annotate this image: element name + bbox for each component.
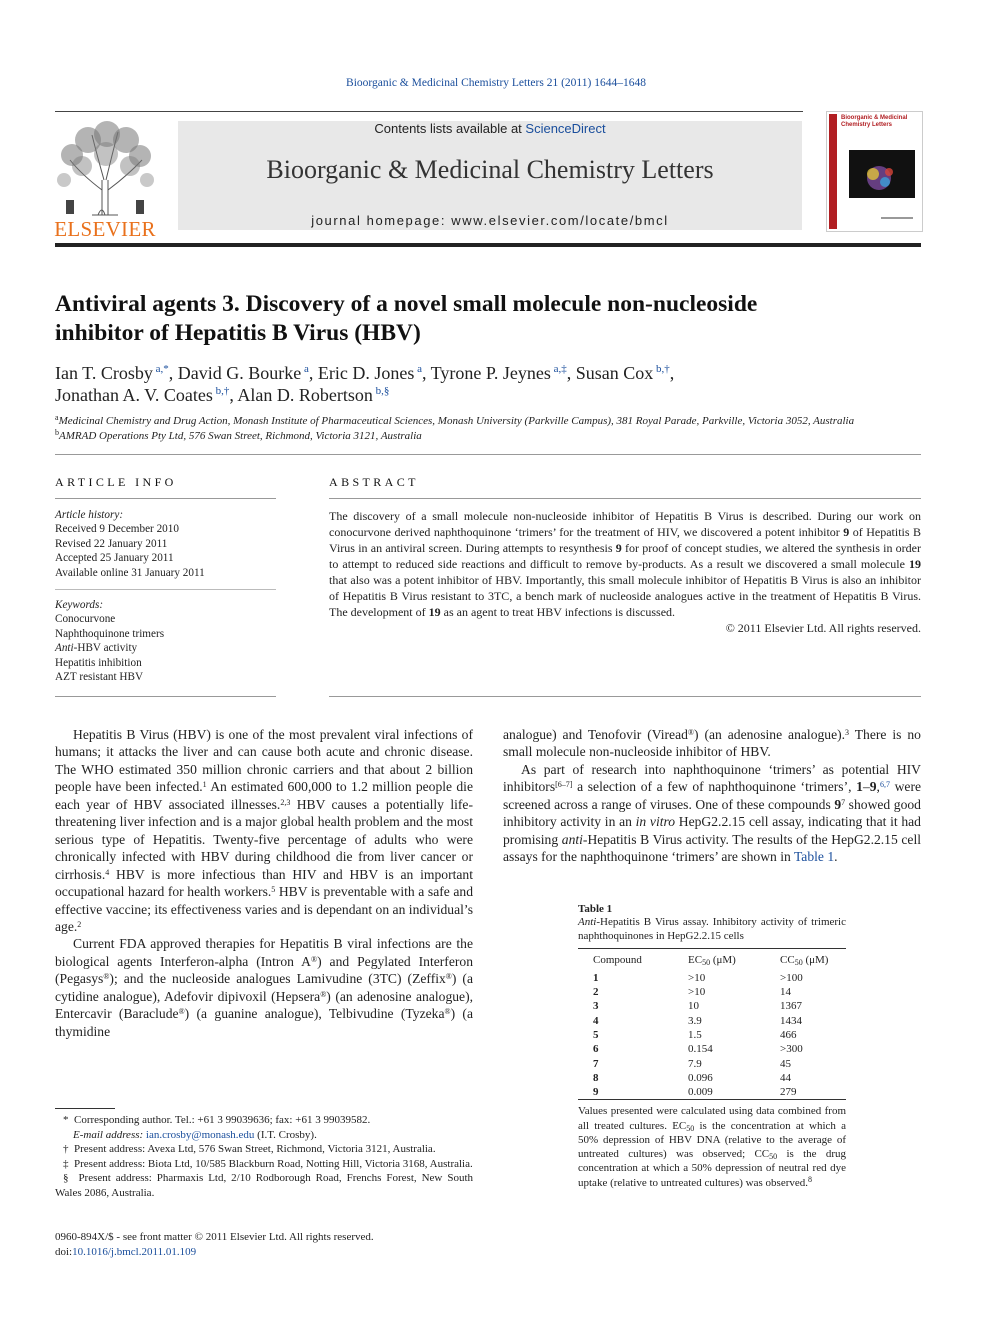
- table-row: [578, 1013, 846, 1027]
- cell-compound: 3: [593, 1000, 599, 1013]
- journal-cover[interactable]: [826, 111, 923, 232]
- keywords: [55, 598, 276, 684]
- table-row: [578, 1085, 846, 1099]
- author-line-2: [55, 384, 921, 406]
- affiliation-mark: a: [55, 413, 59, 422]
- cover-spine: [829, 114, 837, 229]
- title-line-2: inhibitor of Hepatitis B Virus (HBV): [55, 320, 421, 346]
- footnote-text: Present address: Biota Ltd, 10/585 Blackburn Road, Notting Hill, Victoria 3168, Australia.: [74, 1157, 473, 1170]
- title-line-1: Antiviral agents 3. Discovery of a novel small molecule non-nucleoside: [55, 291, 758, 317]
- cell-ec50: >10: [688, 971, 706, 984]
- author-affiliation-mark[interactable]: b,†: [653, 363, 670, 375]
- author-affiliation-mark[interactable]: a,‡: [550, 363, 567, 375]
- cell-compound: 8: [593, 1071, 599, 1084]
- author-name: Alan D. Robertson: [237, 385, 373, 405]
- author-separator: ,: [308, 363, 318, 383]
- author-line-1: [55, 362, 921, 384]
- contents-line: [178, 121, 802, 136]
- body-paragraph-1: Hepatitis B Virus (HBV) is one of the most prevalent viral infections of humans; it attacks the liver and can cause both acute and chronic disease. The WHO estimated 350 million chronic carriers and that about 2 billion people have been infected.$^1$ An estimated 600,000 to 1.2 million people die each year of HBV associated illnesses.$^{2,3}$ HBV causes a potentially life-threatening liver infection and is a major global health problem and the most serious type of Hepatitis. Twenty-five percentage of adults who were chronically infected with HBV during childhood die from liver cancer or cirrhosis.$^4$ HBV is more infectious than HIV and HBV is an important occupational hazard for health workers.$^5$ HBV is preventable with a safe and effective vaccine; its effectiveness varies and is dependant on an individual’s age.$^2$: [55, 727, 473, 934]
- history-revised: Revised 22 January 2011: [55, 537, 168, 550]
- table-grid: [578, 949, 846, 1100]
- body-paragraph-3: As part of research into naphthoquinone ‘trimers’ as potential HIV inhibitors[6–7] a selection of a few of naphthoquinone ‘trimers’, 1–9,$^{6,7}$ were screened across a range of viruses. One of these compounds $9^7$ showed good inhibitory activity in an in vitro HepG2.2.15 cell assay, indicating that it had promising anti-Hepatitis B Virus activity. The results of the HepG2.2.15 cell assays for the naphthoquinone ‘trimers’ are shown in Table 1.: [503, 761, 922, 865]
- cell-cc50: 466: [780, 1028, 797, 1041]
- footnote-corresponding: * Corresponding author. Tel.: +61 3 99039636; fax: +61 3 99039582.: [63, 1114, 371, 1126]
- cell-ec50: 0.009: [688, 1086, 713, 1099]
- cell-compound: 9: [593, 1086, 599, 1099]
- table-row: [578, 999, 846, 1013]
- table-row: [578, 985, 846, 999]
- footnote-email: [55, 1128, 473, 1143]
- cell-ec50: 1.5: [688, 1028, 702, 1041]
- elsevier-tree-icon: [52, 120, 158, 216]
- doi-prefix: doi:: [55, 1245, 73, 1258]
- affiliation-mark: b: [55, 428, 59, 437]
- table-header-row: [578, 949, 846, 971]
- cell-cc50: >100: [780, 971, 803, 984]
- author-affiliation-mark[interactable]: a: [301, 363, 309, 375]
- publisher-wordmark: ELSEVIER: [54, 217, 156, 241]
- col-header-ec50: $EC_{50}$ (μM): [688, 953, 736, 967]
- body-left-column: [55, 726, 473, 1040]
- footnote-ddagger: ‡ Present address: Biota Ltd, 10/585 Blackburn Road, Notting Hill, Victoria 3168, Australia.: [63, 1157, 473, 1170]
- author-separator: ,: [669, 363, 675, 383]
- affiliation-a: [55, 415, 921, 427]
- footnote-section: § Present address: Pharmaxis Ltd, 2/10 Rodborough Road, Frenchs Forest, New South Wales 2086, Australia.: [55, 1172, 474, 1199]
- article-info-heading: ARTICLE INFO: [55, 475, 177, 489]
- journal-reference[interactable]: Bioorganic & Medicinal Chemistry Letters 21 (2011) 1644–1648: [346, 77, 646, 89]
- author-name: Eric D. Jones: [317, 363, 415, 383]
- cover-footer: [841, 214, 919, 222]
- cell-cc50: 279: [780, 1086, 797, 1099]
- keyword: Conocurvone: [55, 613, 116, 626]
- author-name: Jonathan A. V. Coates: [55, 385, 213, 405]
- divider: [55, 589, 276, 590]
- cell-cc50: >300: [780, 1043, 803, 1056]
- footnote-text: Present address: Avexa Ltd, 576 Swan Street, Richmond, Victoria 3121, Australia.: [74, 1143, 436, 1156]
- keywords-label: Keywords:: [55, 599, 104, 611]
- cell-ec50: 3.9: [688, 1014, 702, 1027]
- affiliation-b: [55, 430, 921, 442]
- cell-compound: 6: [593, 1043, 599, 1056]
- author-affiliation-mark[interactable]: b,§: [372, 385, 390, 397]
- cell-ec50: 10: [688, 1000, 699, 1013]
- abstract: [329, 508, 921, 636]
- doi-line: [55, 1245, 473, 1260]
- journal-title: Bioorganic & Medicinal Chemistry Letters: [266, 155, 714, 184]
- sciencedirect-link[interactable]: ScienceDirect: [525, 121, 606, 136]
- body-right-column: [503, 726, 921, 866]
- issn-doi: [55, 1230, 473, 1259]
- author-separator: ,: [421, 363, 431, 383]
- affiliation-text: Medicinal Chemistry and Drug Action, Monash Institute of Pharmaceutical Sciences, Monash University (Parkville Campus), 381 Royal Parade, Parkville, Victoria 3052, Australia: [58, 415, 855, 427]
- author-separator: ,: [229, 385, 238, 405]
- history-received: Received 9 December 2010: [55, 523, 179, 536]
- footnote-text: Corresponding author. Tel.: +61 3 99039636; fax: +61 3 99039582.: [74, 1114, 371, 1126]
- keyword: Naphthoquinone trimers: [55, 627, 165, 640]
- cell-ec50: 7.9: [688, 1057, 702, 1070]
- email-suffix: (I.T. Crosby).: [254, 1128, 317, 1141]
- cover-title: Bioorganic & Medicinal Chemistry Letters: [841, 115, 908, 128]
- cover-image: [849, 150, 915, 198]
- author-affiliation-mark[interactable]: a: [414, 363, 422, 375]
- author-list: [55, 362, 921, 406]
- header-rule-bottom: [55, 243, 921, 247]
- article-history: [55, 508, 276, 580]
- author-affiliation-mark[interactable]: b,†: [212, 385, 230, 397]
- abstract-text: The discovery of a small molecule non-nucleoside inhibitor of Hepatitis B Virus is described. During our work on conocurvone derived naphthoquinone ‘trimers’ for the treatment of HIV, we discovered a potent inhibitor 9 of Hepatitis B Virus in an antiviral screen. During attempts to resynthesis 9 for proof of concept studies, we altered the synthesis in order to attempt to reduced side reactions and difficult to remove by-products. As a result we discovered a small molecule 19 that also was a potent inhibitor of HBV. Importantly, this small molecule inhibitor of Hepatitis B Virus is also an inhibitor of Hepatitis B Virus resistant to 3TC, a bench mark of nucleoside analogues active in the treatment of Hepatitis B Virus. The development of 19 as an agent to treat HBV infections is discussed.: [329, 509, 922, 619]
- author-separator: ,: [168, 363, 178, 383]
- contents-prefix: Contents lists available at: [374, 121, 526, 136]
- cell-cc50: 14: [780, 986, 791, 999]
- table-row: [578, 1028, 846, 1042]
- email-label: E-mail address:: [73, 1128, 146, 1141]
- divider: [329, 696, 921, 697]
- table-row: [578, 971, 846, 985]
- footnotes: [55, 1113, 473, 1201]
- cell-cc50: 1367: [780, 1000, 802, 1013]
- cell-cc50: 1434: [780, 1014, 802, 1027]
- table-1: [578, 903, 846, 1190]
- divider: [55, 454, 921, 455]
- author-name: Susan Cox: [575, 363, 654, 383]
- body-paragraph-2: Current FDA approved therapies for Hepatitis B viral infections are the biological agents Interferon-alpha (Intron A®) and Pegylated Interferon (Pegasys®); and the nucleoside analogues Lamivudine (3TC) (Zeffix®) (a cytidine analogue), Adefovir dipivoxil (Hepsera®) (an adenosine analogue), Entercavir (Baraclude®) (a guanine analogue), Telbivudine (Tyzeka®) (a thymidine: [55, 936, 473, 1039]
- history-accepted: Accepted 25 January 2011: [55, 552, 174, 565]
- author-name: Ian T. Crosby: [55, 363, 153, 383]
- author-name: Tyrone P. Jeynes: [430, 363, 551, 383]
- cell-ec50: 0.154: [688, 1043, 713, 1056]
- divider: [55, 498, 276, 499]
- cell-compound: 7: [593, 1057, 599, 1070]
- cell-cc50: 45: [780, 1057, 791, 1070]
- table-row: [578, 1056, 846, 1070]
- col-header-cc50: $CC_{50}$ (μM): [780, 953, 829, 967]
- article-title: [55, 290, 921, 348]
- doi-link[interactable]: 10.1016/j.bmcl.2011.01.109: [72, 1245, 197, 1258]
- divider: [55, 696, 276, 697]
- keyword: AZT resistant HBV: [55, 671, 144, 684]
- cell-compound: 5: [593, 1028, 599, 1041]
- divider: [329, 498, 921, 499]
- author-separator: ,: [566, 363, 576, 383]
- history-online: Available online 31 January 2011: [55, 566, 205, 579]
- footnote-dagger: † Present address: Avexa Ltd, 576 Swan Street, Richmond, Victoria 3121, Australia.: [63, 1143, 436, 1156]
- cell-compound: 4: [593, 1014, 599, 1027]
- cell-ec50: >10: [688, 986, 706, 999]
- author-name: David G. Bourke: [177, 363, 302, 383]
- abstract-heading: ABSTRACT: [329, 475, 419, 489]
- table-footnote: Values presented were calculated using data combined from all treated cultures. $EC_{50}$ is the concentration at which a 50% depression of HBV DNA (relative to the average of untreated cultures) was observed; $CC_{50}$ is the drug concentration at which a 50% depression of neutral red dye uptake (relative to untreated cultures) was observed.$^8$: [578, 1105, 846, 1189]
- elsevier-logo: [52, 120, 158, 241]
- keyword: Hepatitis inhibition: [55, 656, 142, 669]
- history-label: Article history:: [55, 509, 124, 521]
- cell-compound: 1: [593, 971, 599, 984]
- table-label: Table 1: [578, 903, 613, 915]
- author-affiliation-mark[interactable]: a,*: [152, 363, 169, 375]
- keyword: Anti-HBV activity: [55, 642, 138, 655]
- cell-compound: 2: [593, 986, 599, 999]
- header-rule-top: [55, 111, 803, 112]
- journal-homepage[interactable]: journal homepage: www.elsevier.com/locate/bmcl: [311, 213, 669, 228]
- table-rule-bottom: [578, 1099, 846, 1100]
- table-row: [578, 1071, 846, 1085]
- table-row: [578, 1042, 846, 1056]
- cell-ec50: 0.096: [688, 1071, 713, 1084]
- body-paragraph-2-cont: analogue) and Tenofovir (Viread®) (an adenosine analogue).$^3$ There is no small molecule non-nucleoside inhibitor of HBV.: [503, 727, 921, 760]
- table-caption: Anti-Hepatitis B Virus assay. Inhibitory activity of trimeric naphthoquinones in HepG2.2.15 cells: [578, 916, 846, 943]
- footnote-rule: [55, 1108, 115, 1109]
- affiliation-text: AMRAD Operations Pty Ltd, 576 Swan Street, Richmond, Victoria 3121, Australia: [59, 430, 422, 442]
- cell-cc50: 44: [780, 1071, 791, 1084]
- col-header-compound: Compound: [593, 953, 642, 966]
- issn-line: 0960-894X/$ - see front matter © 2011 Elsevier Ltd. All rights reserved.: [55, 1231, 374, 1243]
- molecule-icon: [849, 150, 915, 198]
- abstract-copyright: © 2011 Elsevier Ltd. All rights reserved.: [725, 621, 921, 635]
- email-link[interactable]: ian.crosby@monash.edu: [145, 1128, 255, 1141]
- footnote-text: Present address: Pharmaxis Ltd, 2/10 Rodborough Road, Frenchs Forest, New South Wales 2086, Australia.: [55, 1172, 474, 1199]
